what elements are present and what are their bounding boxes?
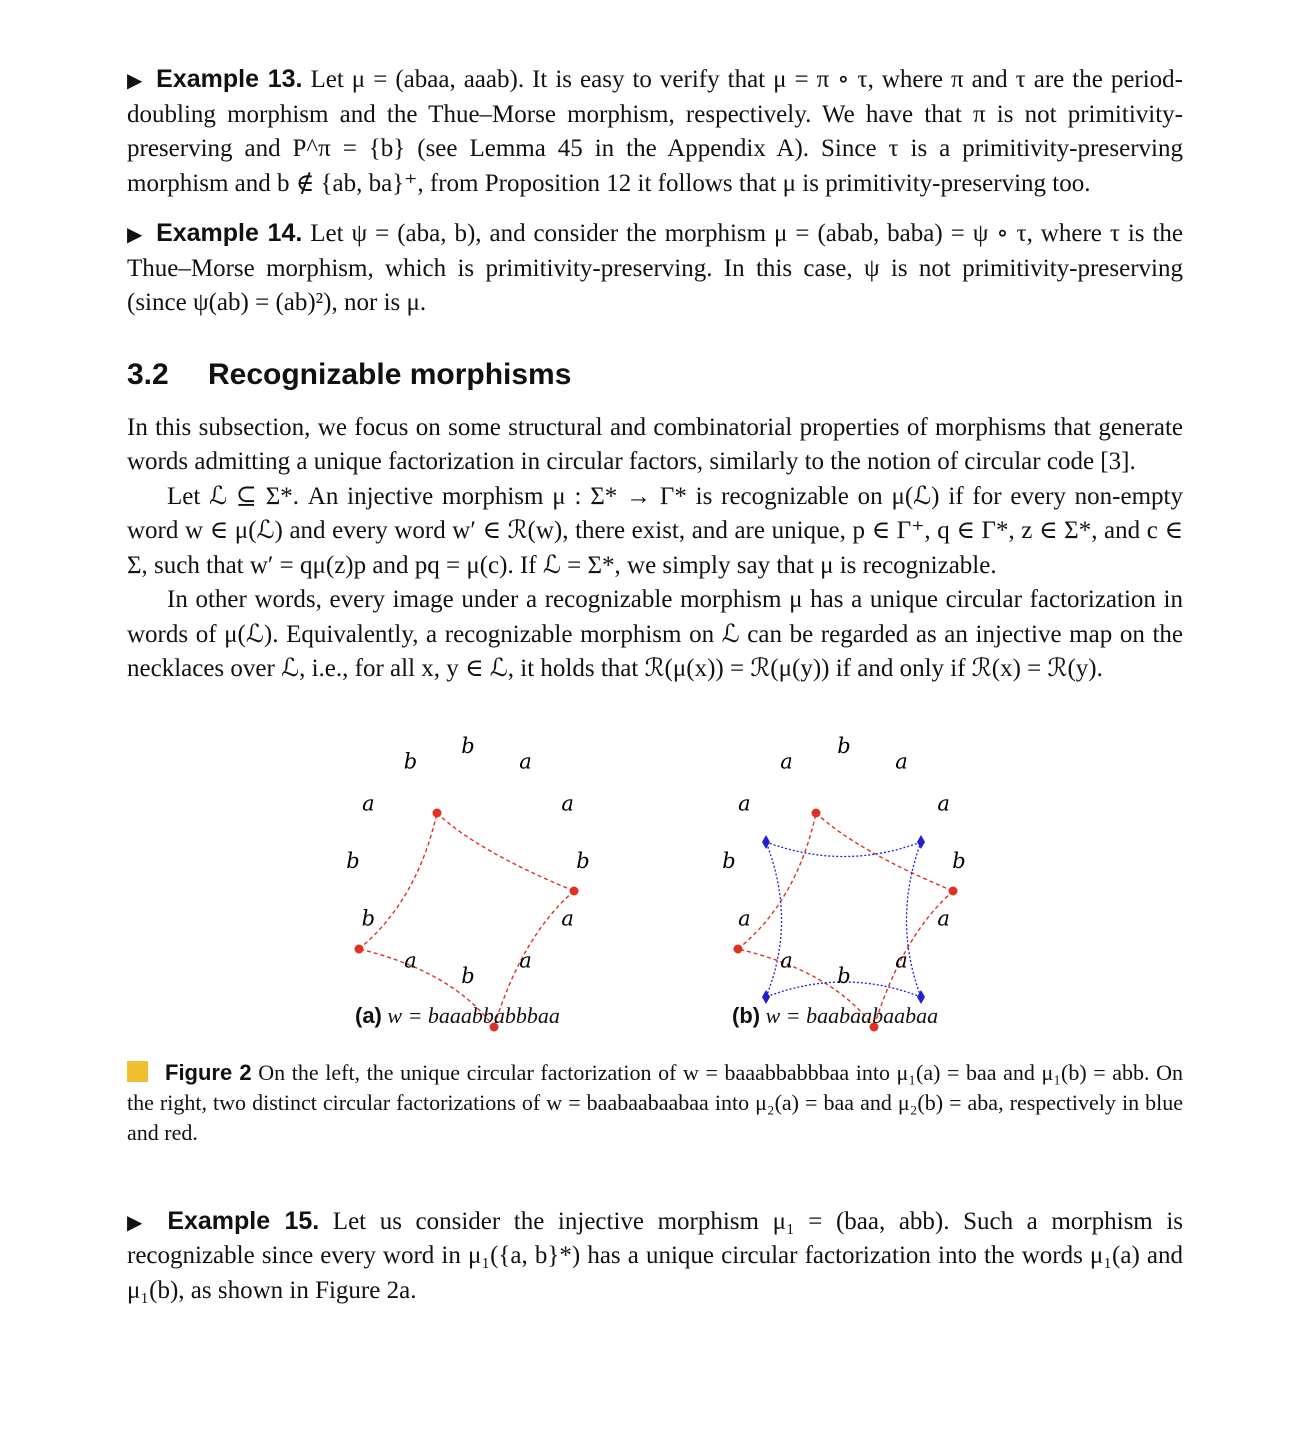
- figure-2-diagram: [127, 701, 1183, 1046]
- necklace-b-letter-5: a: [895, 948, 908, 973]
- example-14-label: Example 14.: [156, 219, 303, 247]
- example-13-text: Let μ = (abaa, aaab). It is easy to verify that μ = π ∘ τ, where π and τ are the period-doubling morphism and the Thue–Morse morphism, respectively. We have that π is not primitivity-preserving and P^π = {b} (see Lemma 45 in the Appendix A). Since τ is a primitivity-preserving morphism and b ∉ {ab, ba}⁺, from Proposition 12 it follows that μ is primitivity-preserving too.: [127, 66, 1184, 197]
- subcaption-b-label: (b): [732, 1002, 761, 1028]
- paragraph-intro: In this subsection, we focus on some structural and combinatorial properties of morphisms that generate words admitting a unique factorization in circular factors, similarly to the notion of circular code [3].: [127, 413, 1183, 475]
- figure-2: [127, 701, 1183, 1046]
- triangle-icon: ▶: [127, 1209, 150, 1234]
- example-14: [127, 216, 1183, 321]
- subcaption-b: [732, 999, 938, 1034]
- example-14-text: Let ψ = (aba, b), and consider the morphism μ = (abab, baba) = ψ ∘ τ, where τ is the Thue–Morse morphism, which is primitivity-preserving. In this case, ψ is not primitivity-preserving (since ψ(ab) = (ab)²), nor is μ.: [127, 220, 1184, 316]
- necklace-b-letter-0: b: [837, 733, 851, 758]
- example-15-label: Example 15.: [167, 1206, 320, 1235]
- diamond-b-1: [762, 835, 770, 849]
- necklace-b-letter-4: a: [937, 906, 950, 930]
- subcaption-a-label: (a): [355, 1002, 382, 1028]
- diamond-b-2: [917, 835, 925, 849]
- necklace-b-letter-10: a: [738, 791, 751, 815]
- necklace-b-letter-2: a: [937, 791, 950, 815]
- necklace-a-letter-7: a: [404, 948, 417, 973]
- figure-caption-label: Figure 2: [165, 1059, 252, 1085]
- section-heading: [127, 357, 1183, 393]
- necklace-a-letter-1: a: [519, 748, 532, 773]
- section-title: Recognizable morphisms: [208, 357, 572, 391]
- figure-caption: [127, 1058, 1183, 1148]
- necklace-b-letter-6: b: [837, 963, 851, 988]
- page: [127, 62, 1183, 1323]
- necklace-a-letter-8: b: [361, 906, 376, 930]
- node-a-2: [570, 886, 579, 895]
- figure-caption-text: On the left, the unique circular factorization of w = baaabbabbbaa into μ₁(a) = baa and μ₁(b) = abb. On the right, two distinct circular factorizations of w = baabaabaabaa into μ₂(a) = baa and μ₂(b) = aba, respectively in blue and red.: [127, 1059, 1184, 1145]
- node-b-1: [812, 808, 821, 817]
- necklace-a-letter-3: b: [576, 848, 590, 873]
- subcaption-a: [355, 999, 560, 1034]
- triangle-icon: ▶: [127, 222, 145, 246]
- necklace-a-letter-5: a: [519, 948, 532, 973]
- arc-a-1: [437, 813, 574, 891]
- necklace-a-letter-9: b: [346, 848, 360, 873]
- paragraph-definition: Let ℒ ⊆ Σ*. An injective morphism μ : Σ* → Γ* is recognizable on μ(ℒ) if for every non-empty word w ∈ μ(ℒ) and every word w′ ∈ ℛ(w), there exist, and are unique, p ∈ Γ⁺, q ∈ Γ*, z ∈ Σ*, and c ∈ Σ, such that w′ = qμ(z)p and pq = μ(c). If ℒ = Σ*, we simply say that μ is recognizable.: [127, 482, 1183, 579]
- necklace-a-letter-10: a: [362, 791, 375, 815]
- necklace-a-letter-2: a: [561, 791, 574, 815]
- example-13: [127, 62, 1183, 201]
- node-a-1: [433, 808, 442, 817]
- subcaption-b-text: w = baabaabaabaa: [765, 1002, 939, 1028]
- necklace-b-letter-8: a: [738, 906, 751, 930]
- subcaption-a-text: w = baaabbabbbaa: [387, 1002, 560, 1028]
- necklace-b-letter-3: b: [952, 848, 966, 873]
- necklace-b-letter-9: b: [722, 848, 736, 873]
- node-a-4: [355, 944, 364, 953]
- necklace-a-letter-4: a: [561, 906, 574, 930]
- node-b-4: [734, 944, 743, 953]
- example-15-text: Let us consider the injective morphism μ₁ = (baa, abb). Such a morphism is recognizable since every word in μ₁({a, b}*) has a unique circular factorization into the words μ₁(a) and μ₁(b), as shown in Figure 2a.: [127, 1207, 1184, 1304]
- example-15: [127, 1204, 1183, 1309]
- necklace-a-letter-0: b: [461, 733, 475, 758]
- necklace-b-letter-11: a: [780, 748, 793, 773]
- example-13-label: Example 13.: [156, 65, 303, 93]
- necklace-a: [346, 734, 589, 1032]
- node-b-2: [949, 886, 958, 895]
- paragraph-equivalence: In other words, every image under a recognizable morphism μ has a unique circular factorization in words of μ(ℒ). Equivalently, a recognizable morphism on ℒ can be regarded as an injective map on the necklaces over ℒ, i.e., for all x, y ∈ ℒ, it holds that ℛ(μ(x)) = ℛ(μ(y)) if and only if ℛ(x) = ℛ(y).: [127, 586, 1183, 682]
- arc-b-blue-1: [766, 842, 921, 857]
- necklace-b: [722, 734, 965, 1032]
- necklace-b-letter-7: a: [780, 948, 793, 973]
- necklace-a-letter-11: b: [403, 748, 418, 773]
- section-number: 3.2: [127, 357, 169, 391]
- arc-b-blue-2: [907, 842, 922, 997]
- necklace-a-letter-6: b: [461, 963, 475, 988]
- triangle-icon: ▶: [127, 68, 145, 92]
- caption-square-icon: [127, 1061, 148, 1082]
- necklace-b-letter-1: a: [895, 748, 908, 773]
